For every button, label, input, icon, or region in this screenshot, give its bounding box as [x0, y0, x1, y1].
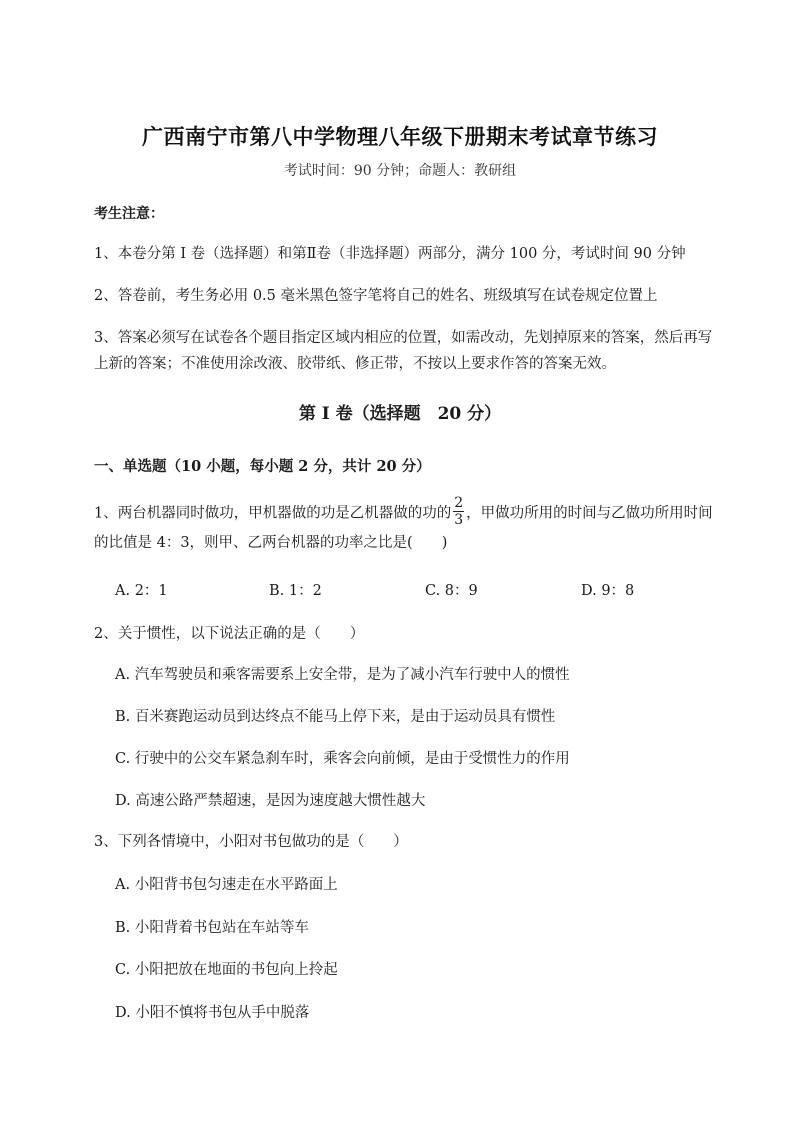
question-1-stem-before: 1、两台机器同时做功，甲机器做的功是乙机器做的功的: [94, 505, 452, 522]
fraction-denominator: 3: [454, 512, 464, 528]
question-1-option-c[interactable]: C. 8：9: [425, 583, 478, 599]
question-3-option-c[interactable]: C. 小阳把放在地面的书包向上拎起: [115, 962, 338, 978]
notice-heading: 考生注意：: [94, 206, 164, 222]
question-2-option-b[interactable]: B. 百米赛跑运动员到达终点不能马上停下来，是由于运动员具有惯性: [115, 709, 556, 725]
fraction-numerator: 2: [454, 495, 464, 511]
notice-item: 2、答卷前，考生务必用 0.5 毫米黑色签字笔将自己的姓名、班级填写在试卷规定位置上: [94, 288, 658, 304]
part-heading: 一、单选题（10 小题，每小题 2 分，共计 20 分）: [94, 458, 431, 475]
question-1-stem-after: ，甲做功所用的时间与乙做功所用时间的比值是 4：3，则甲、乙两台机器的功率之比是( ): [94, 505, 713, 551]
question-1-option-a[interactable]: A. 2：1: [115, 583, 168, 599]
question-1-stem: [94, 497, 714, 556]
section-title: 第 I 卷（选择题 20 分）: [298, 404, 502, 424]
notice-item: 3、答案必须写在试卷各个题目指定区域内相应的位置，如需改动，先划掉原来的答案，然后再写上新的答案；不准使用涂改液、胶带纸、修正带，不按以上要求作答的答案无效。: [94, 330, 713, 372]
question-1-option-d[interactable]: D. 9：8: [581, 583, 635, 599]
question-3-option-d[interactable]: D. 小阳不慎将书包从手中脱落: [115, 1005, 310, 1021]
question-3-stem: 3、下列各情境中，小阳对书包做功的是（ ）: [94, 834, 408, 850]
question-3-option-b[interactable]: B. 小阳背着书包站在车站等车: [115, 920, 309, 936]
question-1-option-b[interactable]: B. 1：2: [269, 583, 322, 599]
page-title: 广西南宁市第八中学物理八年级下册期末考试章节练习: [142, 124, 658, 149]
question-2-stem: 2、关于惯性，以下说法正确的是（ ）: [94, 626, 365, 642]
notice-item: 1、本卷分第 I 卷（选择题）和第Ⅱ卷（非选择题）两部分，满分 100 分，考试时间 90 分钟: [94, 246, 686, 262]
question-2-option-a[interactable]: A. 汽车驾驶员和乘客需要系上安全带，是为了减小汽车行驶中人的惯性: [115, 667, 570, 683]
question-3-option-a[interactable]: A. 小阳背书包匀速走在水平路面上: [115, 877, 338, 893]
fraction: [453, 495, 464, 528]
question-2-option-d[interactable]: D. 高速公路严禁超速，是因为速度越大惯性越大: [115, 793, 426, 809]
exam-info: 考试时间：90 分钟；命题人：教研组: [283, 163, 517, 179]
question-2-option-c[interactable]: C. 行驶中的公交车紧急刹车时，乘客会向前倾，是由于受惯性力的作用: [115, 751, 570, 767]
